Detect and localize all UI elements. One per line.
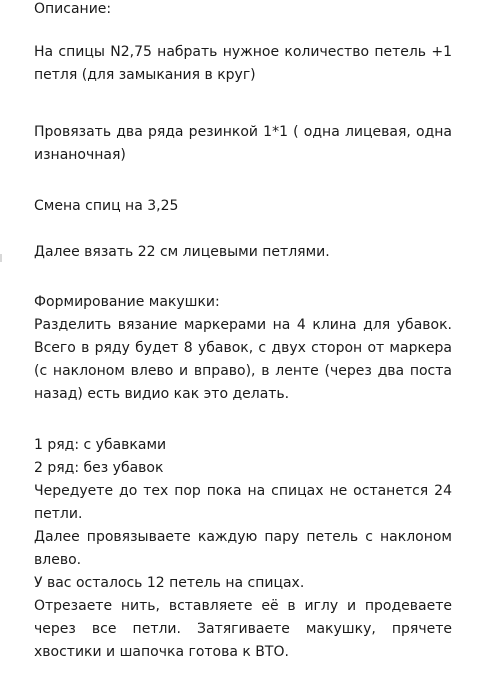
crown-section (34, 291, 452, 406)
paragraph-ribbing: Провязать два ряда резинкой 1*1 ( одна лицевая, одна изнаночная) (34, 124, 452, 163)
step-finish: Отрезаете нить, вставляете её в иглу и продеваете через все петли. Затягиваете макушку, прячете хвостики и шапочка готова к ВТО. (34, 598, 452, 660)
paragraph-knit-length: Далее вязать 22 см лицевыми петлями. (34, 244, 330, 260)
paragraph-cast-on: На спицы N2,75 набрать нужное количество петель +1 петля (для замыкания в круг) (34, 44, 452, 83)
step-row-1: 1 ряд: с убавками (34, 437, 167, 453)
step-row-2: 2 ряд: без убавок (34, 460, 164, 476)
crown-instructions: Разделить вязание маркерами на 4 клина для убавок. Всего в ряду будет 8 убавок, с двух сторон от маркера (с наклоном влево и вправо), в ленте (через два поста назад) есть видио как это делать. (34, 317, 452, 402)
crown-title: Формирование макушки: (34, 294, 220, 310)
document-heading: Описание: (34, 1, 112, 17)
paragraph-needle-change: Смена спиц на 3,25 (34, 198, 179, 214)
page-edge-mark (0, 254, 2, 262)
decrease-steps (34, 434, 452, 664)
step-remaining: У вас осталось 12 петель на спицах. (34, 575, 305, 591)
step-repeat: Чередуете до тех пор пока на спицах не останется 24 петли. (34, 483, 452, 522)
step-pairs: Далее провязываете каждую пару петель с наклоном влево. (34, 529, 452, 568)
